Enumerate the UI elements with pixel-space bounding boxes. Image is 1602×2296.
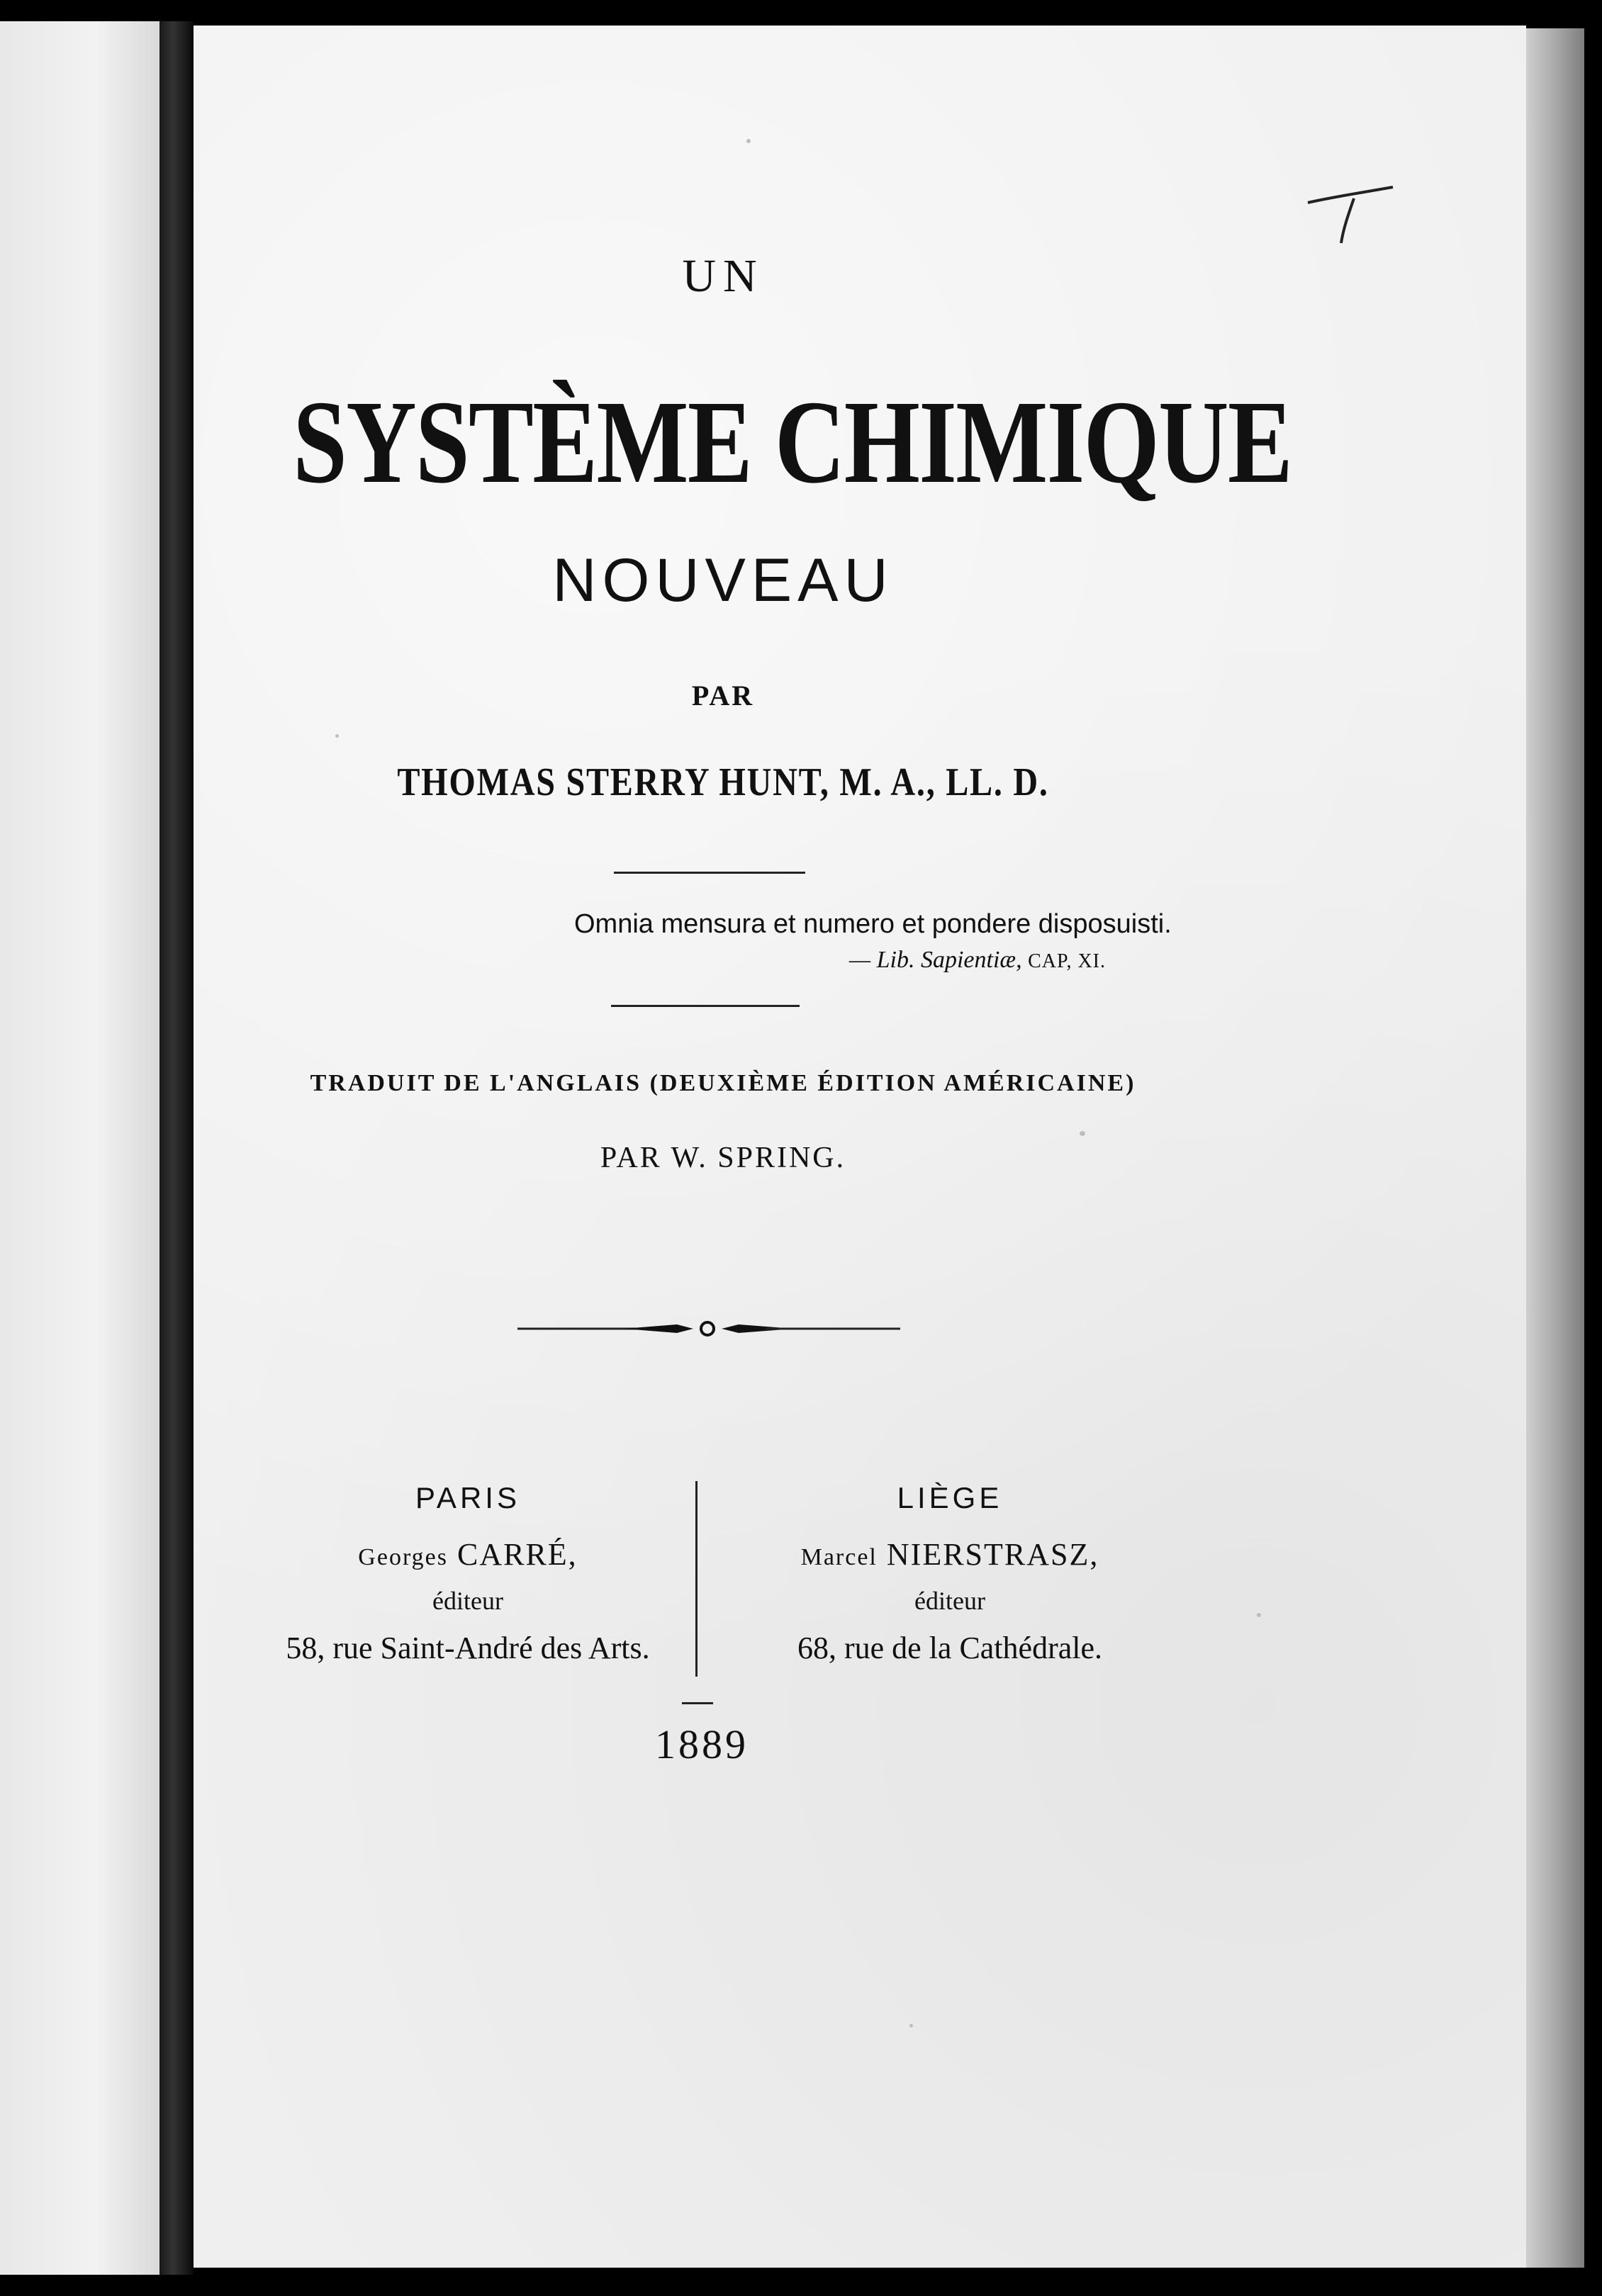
paper-speck	[335, 734, 339, 738]
imprint-left-publisher-last: CARRÉ,	[456, 1537, 578, 1572]
imprint-right-publisher-last: NIERSTRASZ,	[886, 1537, 1099, 1572]
translation-note: TRADUIT DE L'ANGLAIS (DEUXIÈME ÉDITION AMÉRICAINE)	[310, 1070, 1136, 1096]
imprint-left-publisher	[220, 1536, 716, 1572]
paper-speck	[1257, 1613, 1261, 1617]
author-name: THOMAS STERRY HUNT, M. A., LL. D.	[397, 760, 1049, 804]
epigraph-source-chapter: CAP, XI.	[1028, 950, 1106, 972]
imprint-right-role: éditeur	[914, 1587, 985, 1615]
translator: PAR W. SPRING.	[600, 1142, 846, 1174]
epigraph-source-dash: —	[848, 947, 871, 973]
imprint-left-city: PARIS	[415, 1481, 520, 1514]
epigraph: Omnia mensura et numero et pondere disposuisti.	[574, 909, 1172, 939]
imprint-right-address: 68, rue de la Cathédrale.	[797, 1631, 1103, 1665]
previous-page-edge	[0, 21, 159, 2275]
subtitle: NOUVEAU	[552, 546, 894, 614]
paper-speck	[746, 139, 751, 143]
main-title: SYSTÈME CHIMIQUE	[293, 376, 1292, 508]
imprint-right-city: LIÈGE	[897, 1481, 1003, 1514]
book-binding	[159, 21, 194, 2275]
title-line-un: UN	[682, 250, 764, 302]
handwritten-mark-icon	[1304, 183, 1396, 247]
paper-speck	[909, 2024, 913, 2027]
epigraph-source	[638, 947, 1106, 974]
year-dash	[682, 1702, 713, 1704]
divider-rule-bottom	[611, 1005, 800, 1007]
epigraph-source-title: Lib. Sapientiæ,	[876, 947, 1022, 973]
paper-speck	[1080, 1131, 1085, 1136]
imprint-right-publisher-first: Marcel	[800, 1544, 878, 1570]
decorative-rule-ornament-icon	[517, 1315, 900, 1343]
imprint-left-publisher-first: Georges	[358, 1544, 448, 1570]
by-label: PAR	[691, 680, 755, 711]
imprint-left-role: éditeur	[432, 1587, 503, 1615]
imprint-column-divider	[695, 1481, 698, 1677]
imprint-right-publisher	[702, 1536, 1198, 1572]
divider-rule-top	[614, 872, 805, 874]
imprint-left-address: 58, rue Saint-André des Arts.	[286, 1631, 650, 1665]
publication-year: 1889	[655, 1721, 749, 1767]
page-stack-edge	[1526, 28, 1584, 2268]
